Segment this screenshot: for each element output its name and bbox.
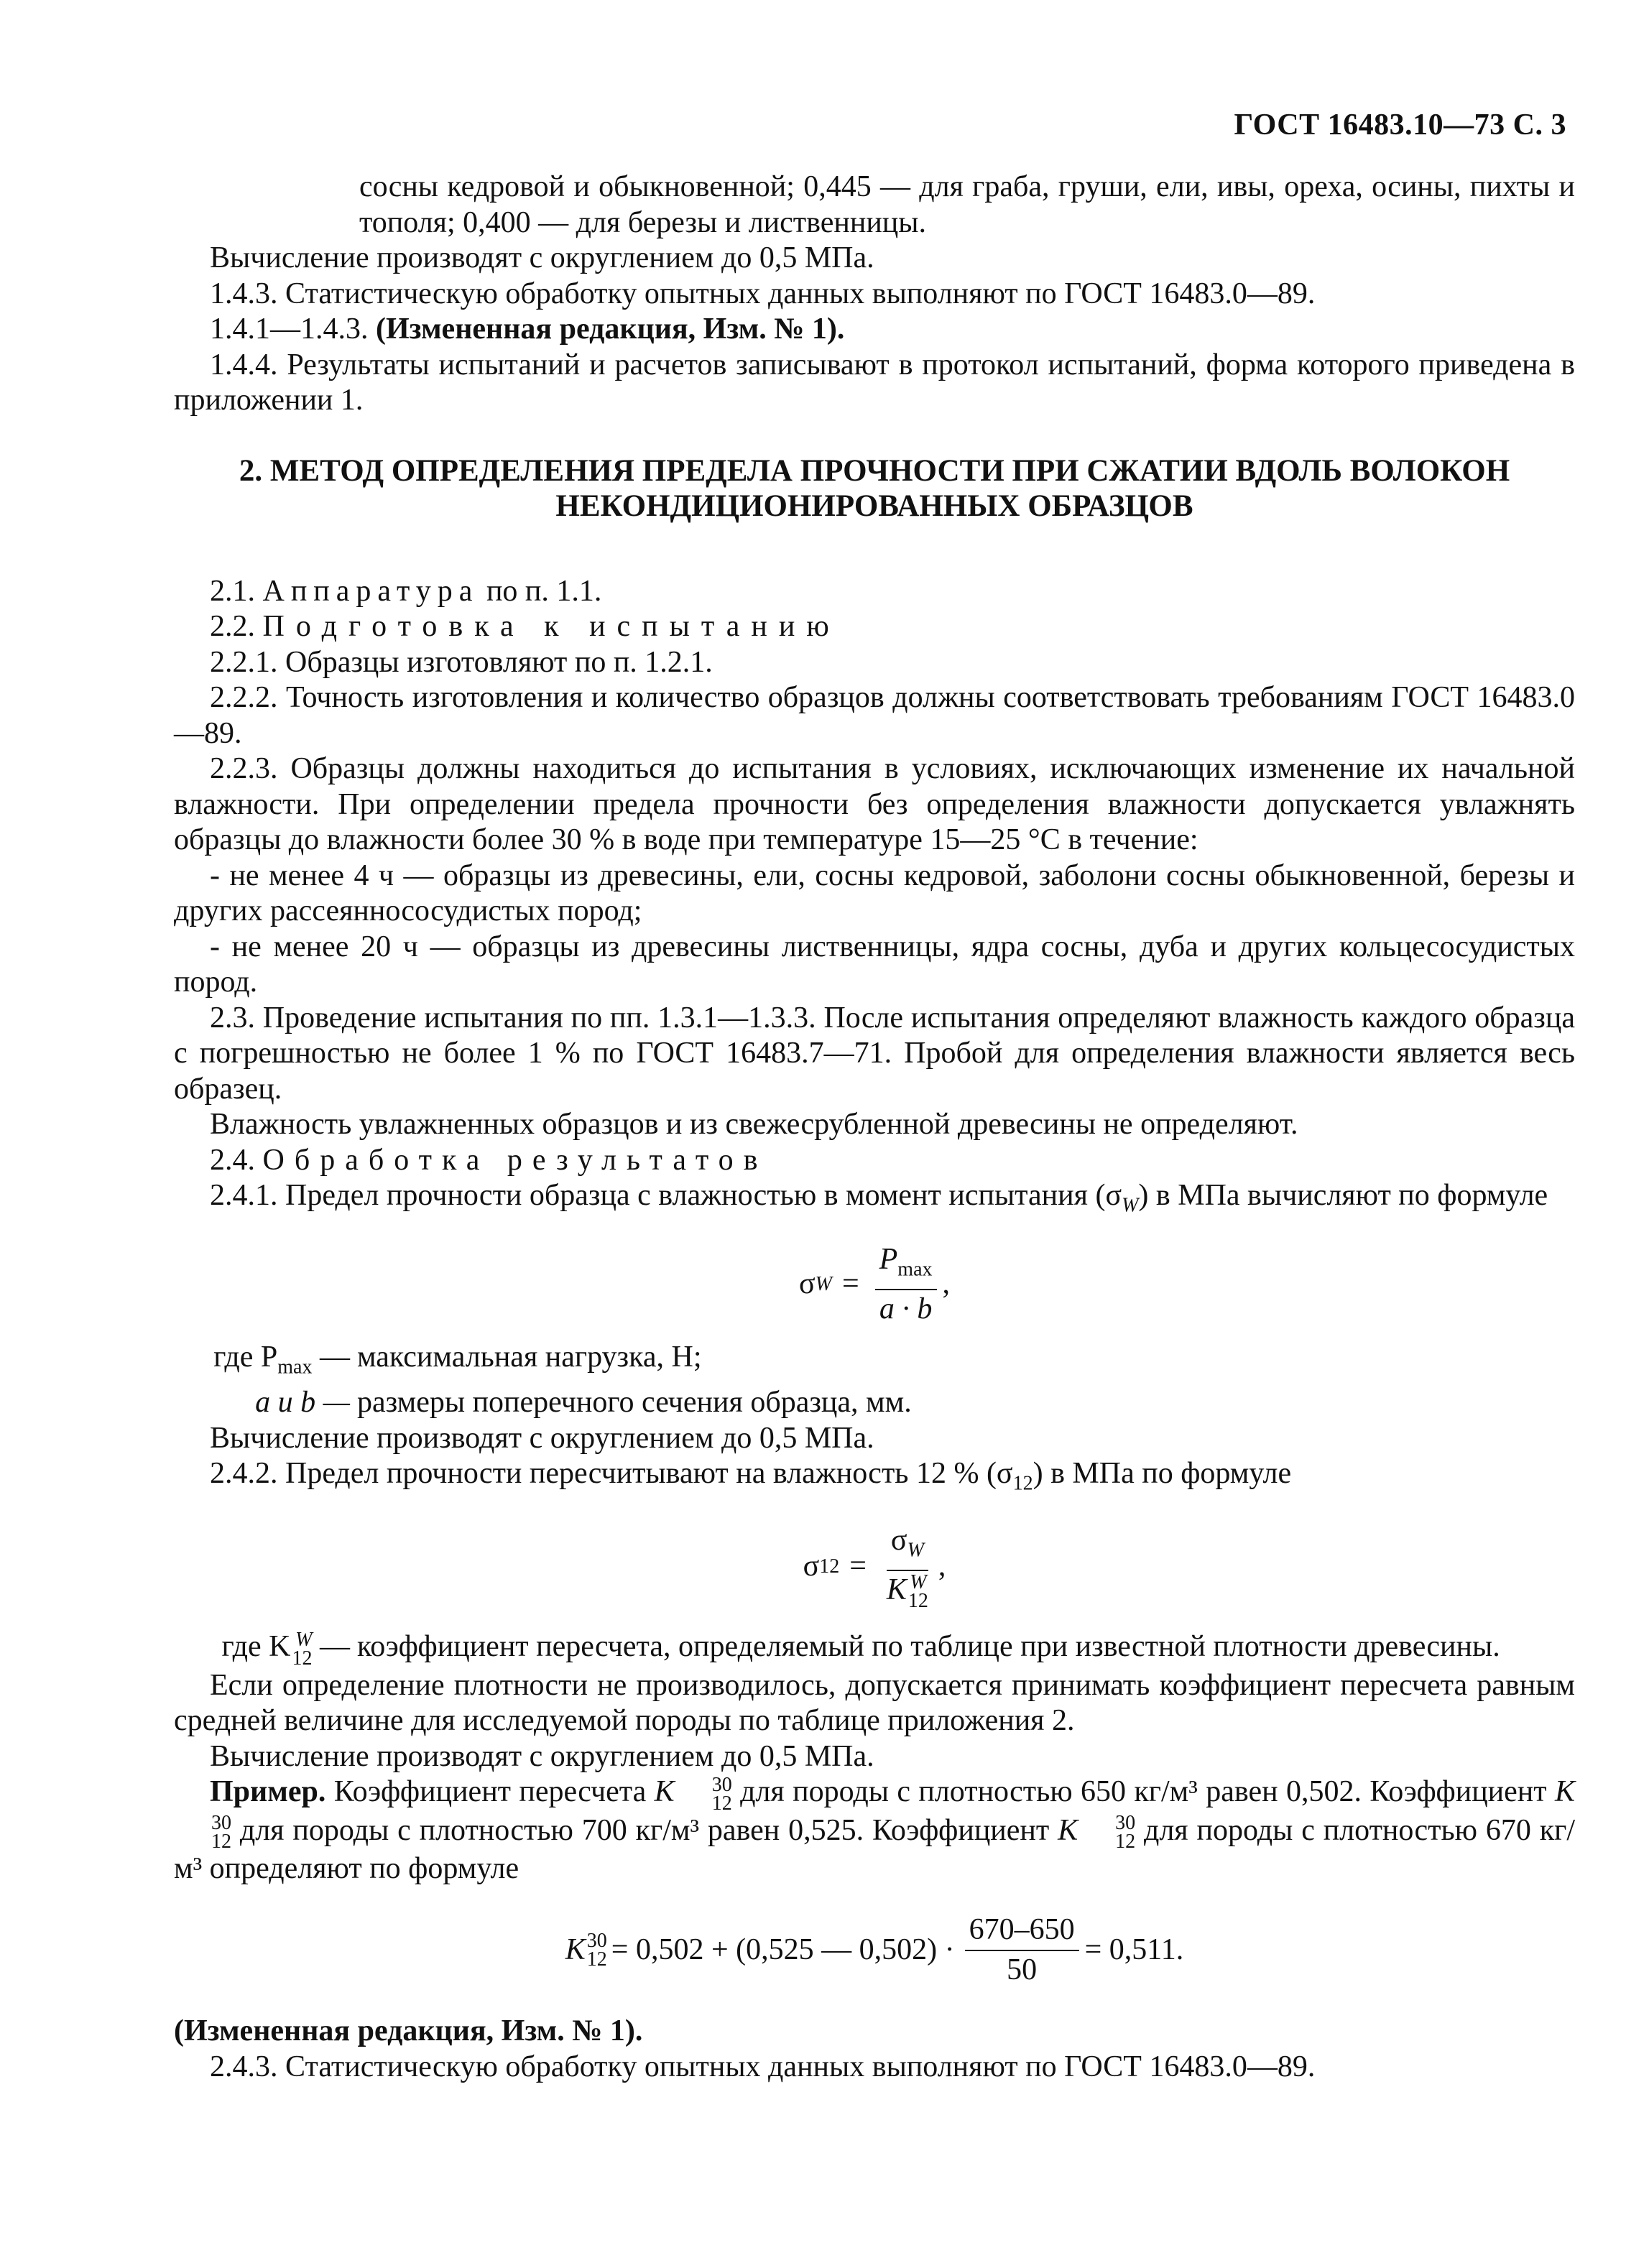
formula-fraction: [882, 1523, 933, 1611]
k-sub: 12: [711, 1792, 732, 1815]
k-symbol: K: [1555, 1775, 1576, 1809]
formula-sup: 30: [586, 1929, 607, 1952]
spaced-heading: Обработка результатов: [262, 1143, 768, 1177]
text-run: ) в МПа по формуле: [1033, 1457, 1292, 1491]
formula-k-interpolation: [174, 1912, 1575, 1988]
where-symbol: [174, 1628, 357, 1670]
document-body: [174, 170, 1575, 2085]
k-symbol: K: [1058, 1813, 1078, 1847]
subscript: W: [1122, 1194, 1139, 1217]
formula-sigma-12: [174, 1523, 1575, 1611]
paragraph-amendment: [174, 312, 1575, 348]
formula-subscript: W: [815, 1273, 832, 1296]
where-clause-pmax: [174, 1340, 1575, 1385]
denominator: 50: [1007, 1953, 1038, 1986]
paragraph-2-2-3: 2.2.3. Образцы должны находиться до испытания в условиях, исключающих изменение их начальной влажности. При определении предела прочности без определения влажности допускается увлажнять образцы до влажности более 30 % в воде при температуре 15—25 °С в течение:: [174, 752, 1575, 856]
text-run: Коэффициент пересчета: [333, 1775, 655, 1809]
k-sup: 30: [1115, 1811, 1136, 1834]
formula-tail: = 0,511.: [1084, 1933, 1184, 1967]
page-header: ГОСТ 16483.10—73 С. 3: [1234, 108, 1566, 142]
paragraph-example: [174, 1774, 1575, 1887]
where-symbol-text: где P: [213, 1341, 278, 1374]
paragraph-rounding: Вычисление производят с округлением до 0,5 МПа.: [210, 241, 874, 274]
k-sup: 30: [711, 1773, 732, 1796]
paragraph-1-4-3: 1.4.3. Статистическую обработку опытных данных выполняют по ГОСТ 16483.0—89.: [210, 277, 1316, 310]
text-run: для породы с плотностью 670 кг/м³ определяют по формуле: [174, 1813, 1575, 1885]
paragraph-2-4-1: [174, 1178, 1575, 1223]
denominator: K: [886, 1573, 907, 1606]
text-run: ) в МПа вычисляют по формуле: [1138, 1179, 1548, 1212]
where-clause-ab: [174, 1385, 1575, 1421]
amendment-note: (Измененная редакция, Изм. № 1).: [376, 313, 845, 346]
denominator: a · b: [879, 1292, 933, 1325]
numerator: σ: [890, 1524, 907, 1557]
paragraph-2-2-2: 2.2.2. Точность изготовления и количество образцов должны соответствовать требованиям ГОСТ 16483.0—89.: [174, 681, 1575, 750]
paragraph-2-2: [174, 609, 1575, 645]
paragraph-2-4-2: [174, 1456, 1575, 1501]
denominator-superscript: W: [910, 1571, 927, 1594]
paragraph-rounding-2: Вычисление производят с округлением до 0,5 МПа.: [210, 1421, 874, 1455]
formula-fraction: [965, 1912, 1079, 1988]
paragraph-2-4-3: 2.4.3. Статистическую обработку опытных данных выполняют по ГОСТ 16483.0—89.: [210, 2050, 1316, 2083]
text-run: для породы с плотностью 650 кг/м³ равен 0,502. Коэффициент: [731, 1775, 1555, 1809]
denominator-subscript: 12: [907, 1590, 928, 1613]
section-title-line-2: НЕКОНДИЦИОНИРОВАННЫХ ОБРАЗЦОВ: [555, 489, 1193, 523]
formula-symbol: σ: [803, 1550, 820, 1583]
where-description: размеры поперечного сечения образца, мм.: [357, 1386, 912, 1420]
where-symbol-text: где K: [221, 1630, 291, 1664]
paragraph-2-3: 2.3. Проведение испытания по пп. 1.3.1—1.3.3. После испытания определяют влажность каждого образца с погрешностью не более 1 % по ГОСТ 16483.7—71. Пробой для определения влажности является весь образец.: [174, 1001, 1575, 1106]
clause-number: 2.4.: [210, 1143, 255, 1177]
example-label: Пример.: [210, 1775, 326, 1809]
clause-number: 2.1.: [210, 574, 255, 608]
spaced-heading: Аппаратура: [262, 574, 479, 608]
where-symbol: a и b —: [255, 1386, 350, 1420]
clause-number: 2.2.: [210, 610, 255, 643]
formula-equals: =: [841, 1267, 859, 1301]
paragraph-2-2-1: 2.2.1. Образцы изготовляют по п. 1.2.1.: [210, 645, 713, 679]
numerator-subscript: W: [907, 1539, 924, 1562]
where-symbol-sub: 12: [292, 1647, 313, 1670]
paragraph-continuation: сосны кедровой и обыкновенной; 0,445 — для граба, груши, ели, ивы, ореха, осины, пихты и тополя; 0,400 — для березы и лиственницы.: [359, 170, 1575, 239]
paragraph-2-3-moisture: Влажность увлажненных образцов и из свежесрубленной древесины не определяют.: [210, 1108, 1298, 1141]
where-symbol-sup: W: [295, 1628, 313, 1651]
where-symbol: [174, 1340, 357, 1385]
formula-sigma-w: [174, 1242, 1575, 1327]
amendment-note-2: (Измененная редакция, Изм. № 1).: [174, 2014, 643, 2048]
where-description: коэффициент пересчета, определяемый по таблице при известной плотности древесины.: [357, 1630, 1500, 1664]
formula-middle: = 0,502 + (0,525 — 0,502) ·: [611, 1933, 955, 1967]
k-sub: 12: [1115, 1830, 1136, 1853]
where-dash: —: [312, 1341, 350, 1374]
section-title: [174, 453, 1575, 524]
k-sup: 30: [211, 1811, 231, 1834]
formula-tail: ,: [938, 1550, 946, 1583]
where-dash: —: [312, 1630, 350, 1664]
formula-fraction: [875, 1242, 937, 1327]
k-symbol: K: [654, 1775, 675, 1809]
numerator: P: [879, 1242, 898, 1276]
section-title-line-1: 2. МЕТОД ОПРЕДЕЛЕНИЯ ПРЕДЕЛА ПРОЧНОСТИ ПРИ СЖАТИИ ВДОЛЬ ВОЛОКОН: [239, 453, 1510, 488]
paragraph-1-4-4: 1.4.4. Результаты испытаний и расчетов записывают в протокол испытаний, форма которого приведена в приложении 1.: [174, 348, 1575, 417]
formula-sub: 12: [586, 1948, 607, 1971]
where-symbol-sub: max: [277, 1356, 313, 1379]
paragraph-density-note: Если определение плотности не производилось, допускается принимать коэффициент пересчета равным средней величине для исследуемой породы по таблице приложения 2.: [174, 1668, 1575, 1738]
paragraph-2-4: [174, 1143, 1575, 1179]
spaced-heading: Подготовка к испытанию: [262, 610, 841, 643]
list-item-dash-2: - не менее 20 ч — образцы из древесины лиственницы, ядра сосны, дуба и других кольцесосудистых пород.: [174, 930, 1575, 999]
where-description: максимальная нагрузка, Н;: [357, 1341, 702, 1374]
k-sub: 12: [211, 1830, 231, 1853]
paragraph-rounding-3: Вычисление производят с округлением до 0,5 МПа.: [210, 1739, 874, 1773]
numerator: 670–650: [965, 1912, 1079, 1951]
formula-symbol: K: [565, 1933, 586, 1967]
list-item-dash-1: - не менее 4 ч — образцы из древесины, ели, сосны кедровой, заболони сосны обыкновенной, березы и других рассеяннососудистых пород;: [174, 858, 1575, 927]
formula-equals: =: [849, 1550, 867, 1583]
clause-text: по п. 1.1.: [486, 574, 602, 608]
text-run: 2.4.1. Предел прочности образца с влажностью в момент испытания (σ: [210, 1179, 1122, 1212]
text-run: для породы с плотностью 700 кг/м³ равен 0,525. Коэффициент: [231, 1813, 1058, 1847]
numerator-subscript: max: [897, 1258, 933, 1281]
paragraph-2-1: [174, 574, 1575, 610]
subscript: 12: [1012, 1472, 1033, 1495]
amendment-ref: 1.4.1—1.4.3.: [210, 313, 369, 346]
formula-subscript: 12: [819, 1555, 840, 1578]
formula-tail: ,: [942, 1267, 951, 1301]
where-clause-k: [174, 1628, 1575, 1670]
formula-symbol: σ: [798, 1267, 816, 1301]
text-run: 2.4.2. Предел прочности пересчитывают на влажность 12 % (σ: [210, 1457, 1013, 1491]
